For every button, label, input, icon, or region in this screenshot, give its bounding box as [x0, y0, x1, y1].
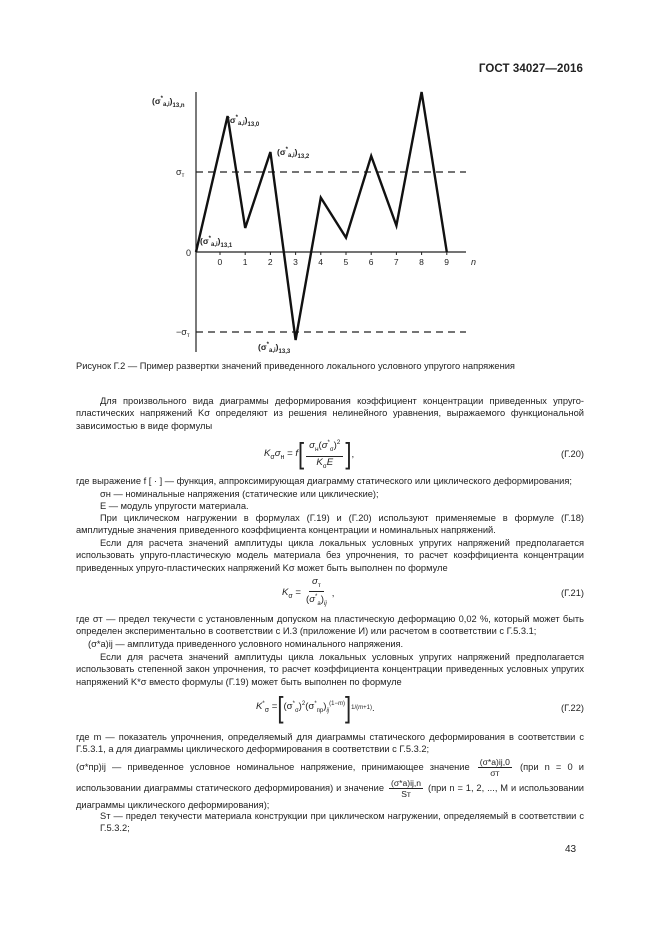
paragraph-3: σн — номинальные напряжения (статические или циклические);: [100, 489, 379, 499]
paragraph-11-a: (σ*пр)ij — приведенное условное номинальное напряжение, принимающее значение: [76, 761, 470, 772]
standard-header: ГОСТ 34027—2016: [478, 63, 583, 75]
tick-label-7: 7: [393, 257, 399, 267]
tick-label-2: 2: [267, 257, 273, 267]
annotation-13-3: $(\sigma^*_{a,i})_{13,3}$: [258, 342, 291, 355]
x-ticks: [218, 252, 450, 267]
formula-g21-number: (Г.21): [560, 588, 584, 598]
x-axis-label: n: [471, 257, 477, 267]
paragraph-11-b: (при n = 0 и использовании диаграммы статического деформирования) и значение: [76, 761, 584, 793]
paragraph-2: где выражение f [ · ] — функция, аппроксимирующая диаграмму статического или циклического деформирования;: [76, 476, 572, 486]
formula-g21: $K_\sigma$ = $\frac{\sigma_т}{(\sigma^*_a)_{ij}}$ , (Г.21): [282, 576, 584, 607]
annotation-13-1: $(\sigma^*_{a,i})_{13,1}$: [200, 236, 233, 249]
paragraph-11: (σ*пр)ij — приведенное условное номинальное напряжение, принимающее значение $\frac{(\sigma*a)ij,0}{\sigma т}$ (при n = 0 и использовании диаграммы статического деформирования) и значение $\frac{(\sigma*a)ij,n}{Sт}$ (при n = 1, 2, ..., M и использовании диаграммы циклического деформирования);: [76, 757, 584, 810]
y-label-top: $(\sigma^*_{a,i})_{13,n}$: [152, 96, 185, 109]
tick-label-0: 0: [217, 257, 223, 267]
formula-g22-number: (Г.22): [560, 703, 584, 713]
y-label-sigma-t: $\sigma_т$: [176, 167, 185, 179]
tick-label-6: 6: [368, 257, 374, 267]
formula-g20-number: (Г.20): [560, 449, 584, 459]
series-line: [196, 92, 450, 340]
paragraph-10: где m — показатель упрочнения, определяемый для диаграммы статического деформирования в соответствии с Г.5.3.1, а для диаграммы циклического деформирования в соответствии с Г.5.3.2;: [76, 732, 584, 755]
formula-g22: $K^*_\sigma$ = [ $(\sigma^*_\sigma)^2(\sigma^*_{пр})_{ij}^{(1-m)}$ ] 1/(m+1) . (Г.22): [256, 690, 584, 725]
tick-label-5: 5: [343, 257, 349, 267]
tick-label-9: 9: [444, 257, 450, 267]
paragraph-11-c: (при n = 1, 2, ..., M и использовании диаграммы циклического деформирования);: [76, 782, 584, 810]
paragraph-7: где σт — предел текучести с установленным допуском на пластическую деформацию 0,02 %, который может быть определен экспериментально в соответствии с И.3 (приложение И) или расчетом в соответствии с Г.5.3.1;: [76, 614, 584, 637]
tick-label-3: 3: [293, 257, 298, 267]
paragraph-9: Если для расчета значений амплитуды цикла локальных условных упругих напряжений предполагается использовать степенной закон упрочнения, то расчет коэффициента концентрации приведенных условных упругих напряжений K*σ вместо формулы (Г.19) может быть выполнен по формуле: [76, 652, 584, 687]
formula-g20: $K_\sigma\sigma_н = f$ [ $\frac{\sigma_н(\sigma^*_\sigma)^2}{K_\sigma E}$ ] , (Г.20): [264, 436, 584, 471]
annotation-13-0: $(\sigma^*_{a,i})_{13,0}$: [227, 115, 260, 128]
annotation-13-2: $(\sigma^*_{a,i})_{13,2}$: [277, 147, 310, 160]
paragraph-8: (σ*a)ij — амплитуда приведенного условного номинального напряжения.: [88, 639, 404, 649]
paragraph-4: E — модуль упругости материала.: [100, 501, 249, 511]
y-label-minus-sigma-t: $-\sigma_т$: [176, 327, 190, 339]
paragraph-12: Sт — предел текучести материала конструкции при циклическом нагружении, определяемый в соответствии с Г.5.3.2;: [100, 811, 584, 834]
paragraph-5: При циклическом нагружении в формулах (Г.19) и (Г.20) используют применяемые в формуле (Г.18) амплитудные значения приведенного коэффициента концентрации и номинальных напряжений.: [76, 513, 584, 536]
paragraph-6: Если для расчета значений амплитуды цикла локальных условных упругих напряжений предполагается использовать упруго-пластическую модель материала без упрочнения, то расчет коэффициента концентрации приведенных упруго-пластических напряжений Kσ может быть выполнен по формуле: [76, 538, 584, 573]
y-label-zero: 0: [186, 248, 192, 258]
tick-label-8: 8: [419, 257, 424, 267]
paragraph-1: Для произвольного вида диаграммы деформирования коэффициент концентрации приведенных упруго-пластических напряжений Kσ определяют из решения нелинейного уравнения, выражаемого функциональной зависимостью в виде формулы: [76, 396, 584, 431]
figure-caption: Рисунок Г.2 — Пример развертки значений приведенного локального условного упругого напряжения: [76, 361, 515, 371]
page-number: 43: [565, 844, 577, 855]
tick-label-4: 4: [318, 257, 324, 267]
stress-development-chart: [0, 0, 661, 360]
tick-label-1: 1: [242, 257, 248, 267]
